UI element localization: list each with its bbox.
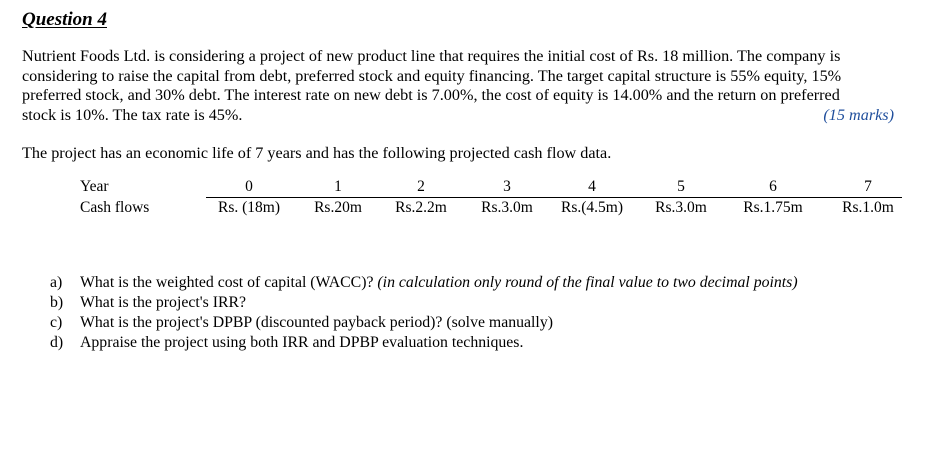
year-cell: 4 — [588, 178, 596, 195]
year-cell: 2 — [417, 178, 425, 195]
cash-flow-cell: Rs.1.0m — [842, 199, 894, 216]
paragraph-line: preferred stock, and 30% debt. The interest rate on new debt is 7.00%, the cost of equity is 14.00% and the return on preferred — [22, 86, 840, 104]
sub-question-text: Appraise the project using both IRR and DPBP evaluation techniques. — [80, 334, 524, 351]
year-cell: 3 — [503, 178, 511, 195]
year-cell: 7 — [864, 178, 872, 195]
paragraph-line: Nutrient Foods Ltd. is considering a project of new product line that requires the initial cost of Rs. 18 million. The company is — [22, 47, 841, 65]
cash-flow-cell: Rs. (18m) — [218, 199, 280, 216]
cash-flow-cell: Rs.3.0m — [655, 199, 707, 216]
paragraph-line: considering to raise the capital from debt, preferred stock and equity financing. The target capital structure is 55% equity, 15% — [22, 66, 842, 85]
cash-flow-table — [0, 178, 934, 228]
sub-question-text: What is the project's IRR? — [80, 294, 247, 311]
cash-flow-row-label: Cash flows — [80, 199, 150, 216]
paragraph-line: stock is 10%. The tax rate is 45%. — [22, 105, 243, 124]
cash-flow-intro: The project has an economic life of 7 years and has the following projected cash flow data. — [22, 144, 612, 162]
question-heading: Question 4 — [22, 9, 107, 30]
sub-question-letter: c) — [50, 314, 63, 331]
sub-question-a — [50, 273, 798, 293]
year-cell: 0 — [245, 178, 253, 195]
table-header-rule — [206, 197, 902, 198]
sub-question-note: (in calculation only round of the final value to two decimal points) — [377, 274, 798, 291]
sub-question-list — [50, 273, 798, 353]
sub-question-d — [50, 333, 798, 353]
sub-question-text: What is the weighted cost of capital (WACC)? — [80, 274, 378, 291]
cash-flow-cell: Rs.(4.5m) — [561, 199, 623, 216]
sub-question-letter: d) — [50, 334, 64, 351]
sub-question-c — [50, 313, 798, 333]
paragraph-last-line — [22, 106, 910, 126]
cash-flow-cell: Rs.1.75m — [743, 199, 803, 216]
marks-label: (15 marks) — [823, 105, 894, 124]
question-paragraph — [22, 47, 910, 125]
sub-question-letter: a) — [50, 274, 63, 291]
sub-question-text: What is the project's DPBP (discounted payback period)? (solve manually) — [80, 314, 553, 331]
cash-flow-cell: Rs.3.0m — [481, 199, 533, 216]
cash-flow-cell: Rs.20m — [314, 199, 362, 216]
year-cell: 6 — [769, 178, 777, 195]
sub-question-b — [50, 293, 798, 313]
cash-flow-cell: Rs.2.2m — [395, 199, 447, 216]
year-row-label: Year — [80, 178, 109, 195]
year-cell: 1 — [334, 178, 342, 195]
sub-question-letter: b) — [50, 294, 64, 311]
year-cell: 5 — [677, 178, 685, 195]
